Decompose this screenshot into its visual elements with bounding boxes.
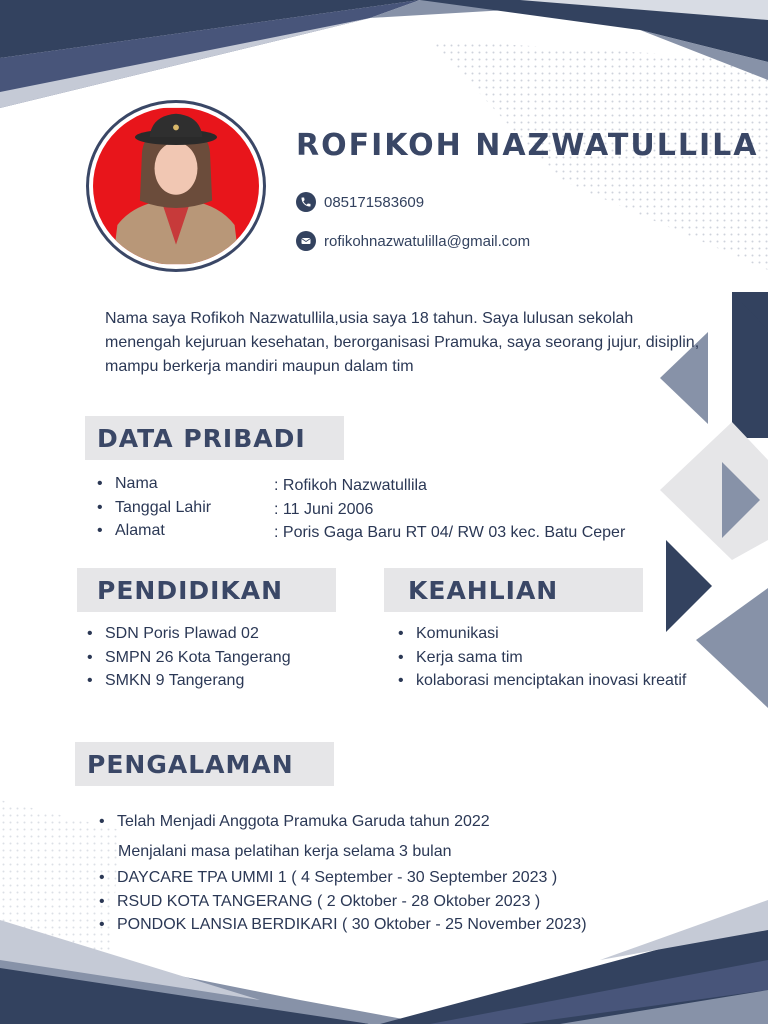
personal-label: • Alamat bbox=[97, 519, 211, 543]
contact-email bbox=[296, 231, 530, 251]
experience-list bbox=[99, 866, 587, 937]
contact-phone bbox=[296, 192, 424, 212]
profile-photo bbox=[86, 100, 266, 272]
email-address: rofikohnazwatulilla@gmail.com bbox=[324, 232, 531, 250]
list-item: • DAYCARE TPA UMMI 1 ( 4 September - 30 September 2023 ) bbox=[99, 866, 587, 890]
personal-value: : 11 Juni 2006 bbox=[274, 500, 374, 518]
experience-first bbox=[99, 810, 490, 834]
list-item: • kolaborasi menciptakan inovasi kreatif bbox=[398, 669, 686, 693]
personal-values bbox=[274, 474, 625, 545]
personal-label: • Nama bbox=[97, 472, 211, 496]
personal-label: • Tanggal Lahir bbox=[97, 496, 211, 520]
personal-value: : Rofikoh Nazwatullila bbox=[274, 477, 427, 494]
phone-icon bbox=[296, 192, 316, 212]
list-item: • PONDOK LANSIA BERDIKARI ( 30 Oktober - 25 November 2023) bbox=[99, 913, 587, 937]
education-list bbox=[87, 622, 291, 693]
phone-number: 085171583609 bbox=[324, 193, 425, 211]
list-item: • SMKN 9 Tangerang bbox=[87, 669, 291, 693]
email-icon bbox=[296, 231, 316, 251]
list-item: • SMPN 26 Kota Tangerang bbox=[87, 646, 291, 670]
about-paragraph: Nama saya Rofikoh Nazwatullila,usia saya 18 tahun. Saya lulusan sekolah menengah kejuruan kesehatan, berorganisasi Pramuka, saya seorang jujur, disiplin, mampu berkerja mandiri maupun dalam tim bbox=[105, 310, 700, 375]
list-item: • Telah Menjadi Anggota Pramuka Garuda tahun 2022 bbox=[99, 810, 490, 834]
full-name: ROFIKOH NAZWATULLILA bbox=[296, 128, 759, 163]
list-item: • RSUD KOTA TANGERANG ( 2 Oktober - 28 Oktober 2023 ) bbox=[99, 890, 587, 914]
list-item: • Komunikasi bbox=[398, 622, 686, 646]
list-item: • SDN Poris Plawad 02 bbox=[87, 622, 291, 646]
portrait-illustration bbox=[93, 107, 259, 265]
skills-list bbox=[398, 622, 686, 693]
section-heading-personal: DATA PRIBADI bbox=[85, 416, 344, 460]
personal-value: : Poris Gaga Baru RT 04/ RW 03 kec. Batu Ceper bbox=[274, 524, 626, 541]
personal-labels bbox=[97, 472, 211, 543]
section-heading-education: PENDIDIKAN bbox=[77, 568, 336, 612]
list-item: • Kerja sama tim bbox=[398, 646, 686, 670]
section-heading-skills: KEAHLIAN bbox=[384, 568, 643, 612]
section-heading-experience: PENGALAMAN bbox=[75, 742, 334, 786]
experience-note: Menjalani masa pelatihan kerja selama 3 bulan bbox=[118, 843, 452, 860]
